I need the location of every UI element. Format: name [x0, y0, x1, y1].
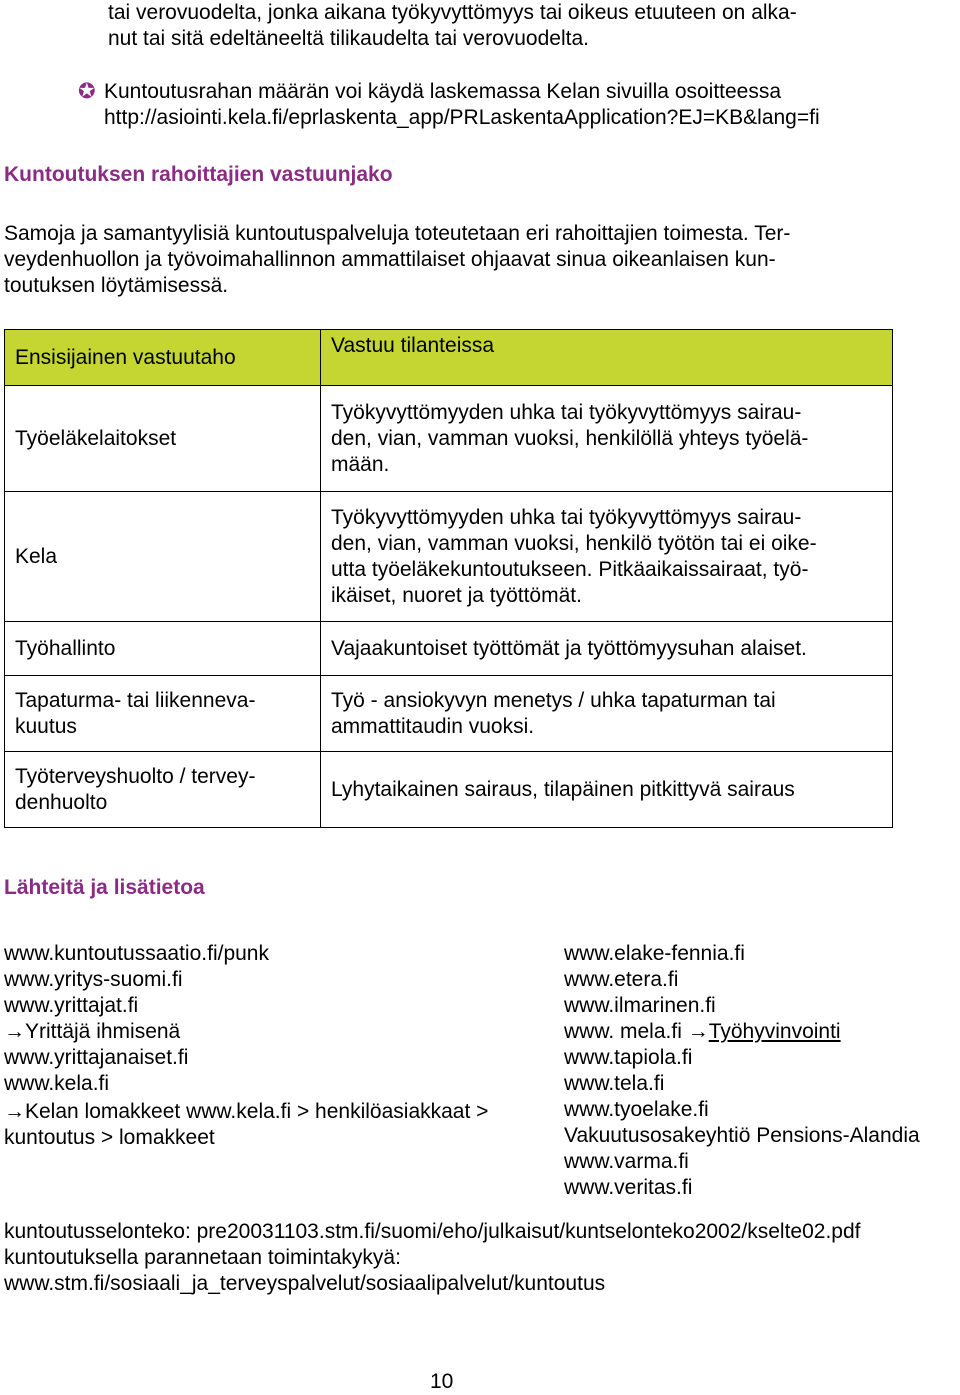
intro-text — [108, 0, 797, 52]
kela-calculator-link[interactable]: http://asiointi.kela.fi/eprlaskenta_app/PRLaskentaApplication?EJ=KB&lang=fi — [104, 106, 820, 129]
pensions-alandia: Vakuutusosakeyhtiö Pensions-Alandia — [564, 1124, 920, 1147]
cell-line: Lyhytaikainen sairaus, tilapäinen pitkittyvä sairaus — [331, 777, 795, 801]
kuntoutusraha-bullet — [78, 79, 820, 131]
link-kuntoutussaatio[interactable]: www.kuntoutussaatio.fi/punk — [4, 942, 269, 965]
table-cell-who — [5, 492, 321, 622]
cell-line: den, vian, vamman vuoksi, henkilöllä yhteys työelä- — [331, 426, 809, 450]
responsibility-table — [4, 329, 893, 828]
cell-line: ammattitaudin vuoksi. — [331, 714, 535, 738]
cell-line: Työterveyshuolto / tervey- — [15, 764, 256, 788]
table-cell-when — [321, 676, 893, 752]
link-mela[interactable]: www. mela.fi — [564, 1020, 688, 1043]
cell-line: kuutus — [15, 714, 77, 738]
link-elake-fennia[interactable]: www.elake-fennia.fi — [564, 942, 745, 965]
table-cell-who — [5, 622, 321, 676]
paragraph-line-1: Samoja ja samantyylisiä kuntoutuspalveluja toteutetaan eri rahoittajien toimesta. Ter- — [4, 222, 791, 245]
footer-links — [4, 1219, 861, 1297]
bullet-line-1: Kuntoutusrahan määrän voi käydä laskemassa Kelan sivuilla osoitteessa — [104, 80, 782, 103]
cell-line: mään. — [331, 452, 390, 476]
link-yritys-suomi[interactable]: www.yritys-suomi.fi — [4, 968, 183, 991]
intro-line-1: tai verovuodelta, jonka aikana työkyvyttömyys tai oikeus etuuteen on alka- — [108, 1, 797, 24]
cell-line: Tapaturma- tai liikenneva- — [15, 688, 256, 712]
page-number: 10 — [430, 1370, 454, 1393]
arrow-right-icon: → — [4, 1020, 25, 1043]
footer-label-toimintakyky: kuntoutuksella parannetaan toimintakykyä: — [4, 1246, 401, 1269]
cell-line: Työkyvyttömyyden uhka tai työkyvyttömyys sairau- — [331, 400, 802, 424]
table-cell-when — [321, 492, 893, 622]
cell-line: Kela — [15, 544, 58, 568]
cell-line: ikäiset, nuoret ja työttömät. — [331, 583, 582, 607]
table-cell-who — [5, 676, 321, 752]
link-veritas[interactable]: www.veritas.fi — [564, 1176, 693, 1199]
cell-line: Työeläkelaitokset — [15, 426, 177, 450]
sources-left-column — [4, 941, 488, 1151]
link-ilmarinen[interactable]: www.ilmarinen.fi — [564, 994, 716, 1017]
link-tela[interactable]: www.tela.fi — [564, 1072, 665, 1095]
table-row — [5, 676, 893, 752]
link-tapiola[interactable]: www.tapiola.fi — [564, 1046, 693, 1069]
link-etera[interactable]: www.etera.fi — [564, 968, 679, 991]
table-row — [5, 386, 893, 492]
section-paragraph — [4, 221, 790, 299]
paragraph-line-3: toutuksen löytämisessä. — [4, 274, 229, 297]
link-varma[interactable]: www.varma.fi — [564, 1150, 689, 1173]
link-yrittajanaiset[interactable]: www.yrittajanaiset.fi — [4, 1046, 189, 1069]
sources-right-column — [564, 941, 920, 1201]
section-heading-rahoittajat: Kuntoutuksen rahoittajien vastuunjako — [4, 163, 393, 186]
link-stm-kuntoutus[interactable]: www.stm.fi/sosiaali_ja_terveyspalvelut/sosiaalipalvelut/kuntoutus — [4, 1272, 606, 1295]
link-yrittajat[interactable]: www.yrittajat.fi — [4, 994, 139, 1017]
link-kelan-lomakkeet[interactable]: Kelan lomakkeet www.kela.fi > henkilöasiakkaat > — [25, 1100, 489, 1123]
cell-line: Työkyvyttömyyden uhka tai työkyvyttömyys sairau- — [331, 505, 802, 529]
table-cell-who — [5, 386, 321, 492]
link-kuntoutusselonteko[interactable]: kuntoutusselonteko: pre20031103.stm.fi/suomi/eho/julkaisut/kuntselonteko2002/kselte02.pdf — [4, 1220, 861, 1243]
paragraph-line-2: veydenhuollon ja työvoimahallinnon ammattilaiset ohjaavat sinua oikeanlaisen kun- — [4, 248, 776, 271]
table-cell-when — [321, 752, 893, 828]
table-cell-when — [321, 622, 893, 676]
arrow-right-icon: → — [4, 1100, 25, 1123]
col-header-vastuutaho: Ensisijainen vastuutaho — [5, 330, 321, 386]
col-header-vastuu: Vastuu tilanteissa — [321, 330, 893, 386]
table-row — [5, 622, 893, 676]
cell-line: utta työeläkekuntoutukseen. Pitkäaikaissairaat, työ- — [331, 557, 809, 581]
cell-line: Vajaakuntoiset työttömät ja työttömyysuhan alaiset. — [331, 636, 807, 660]
link-tyohyvinvointi[interactable]: Työhyvinvointi — [708, 1020, 841, 1043]
intro-line-2: nut tai sitä edeltäneeltä tilikaudelta tai verovuodelta. — [108, 27, 589, 50]
kelan-lomakkeet-path: kuntoutus > lomakkeet — [4, 1126, 215, 1149]
table-row — [5, 492, 893, 622]
table-cell-who — [5, 752, 321, 828]
cell-line: den, vian, vamman vuoksi, henkilö työtön tai ei oike- — [331, 531, 817, 555]
cell-line: Työhallinto — [15, 636, 116, 660]
link-kela[interactable]: www.kela.fi — [4, 1072, 110, 1095]
cell-line: Työ - ansiokyvyn menetys / uhka tapaturman tai — [331, 688, 776, 712]
cell-line: denhuolto — [15, 790, 108, 814]
table-cell-when — [321, 386, 893, 492]
table-row — [5, 752, 893, 828]
arrow-right-icon: → — [687, 1020, 709, 1043]
table-header-row — [5, 330, 893, 386]
star-bullet-icon: ✪ — [78, 80, 96, 103]
link-yrittaja-ihmisena[interactable]: Yrittäjä ihmisenä — [25, 1020, 181, 1043]
link-tyoelake[interactable]: www.tyoelake.fi — [564, 1098, 709, 1121]
section-heading-lahteita: Lähteitä ja lisätietoa — [4, 876, 205, 899]
